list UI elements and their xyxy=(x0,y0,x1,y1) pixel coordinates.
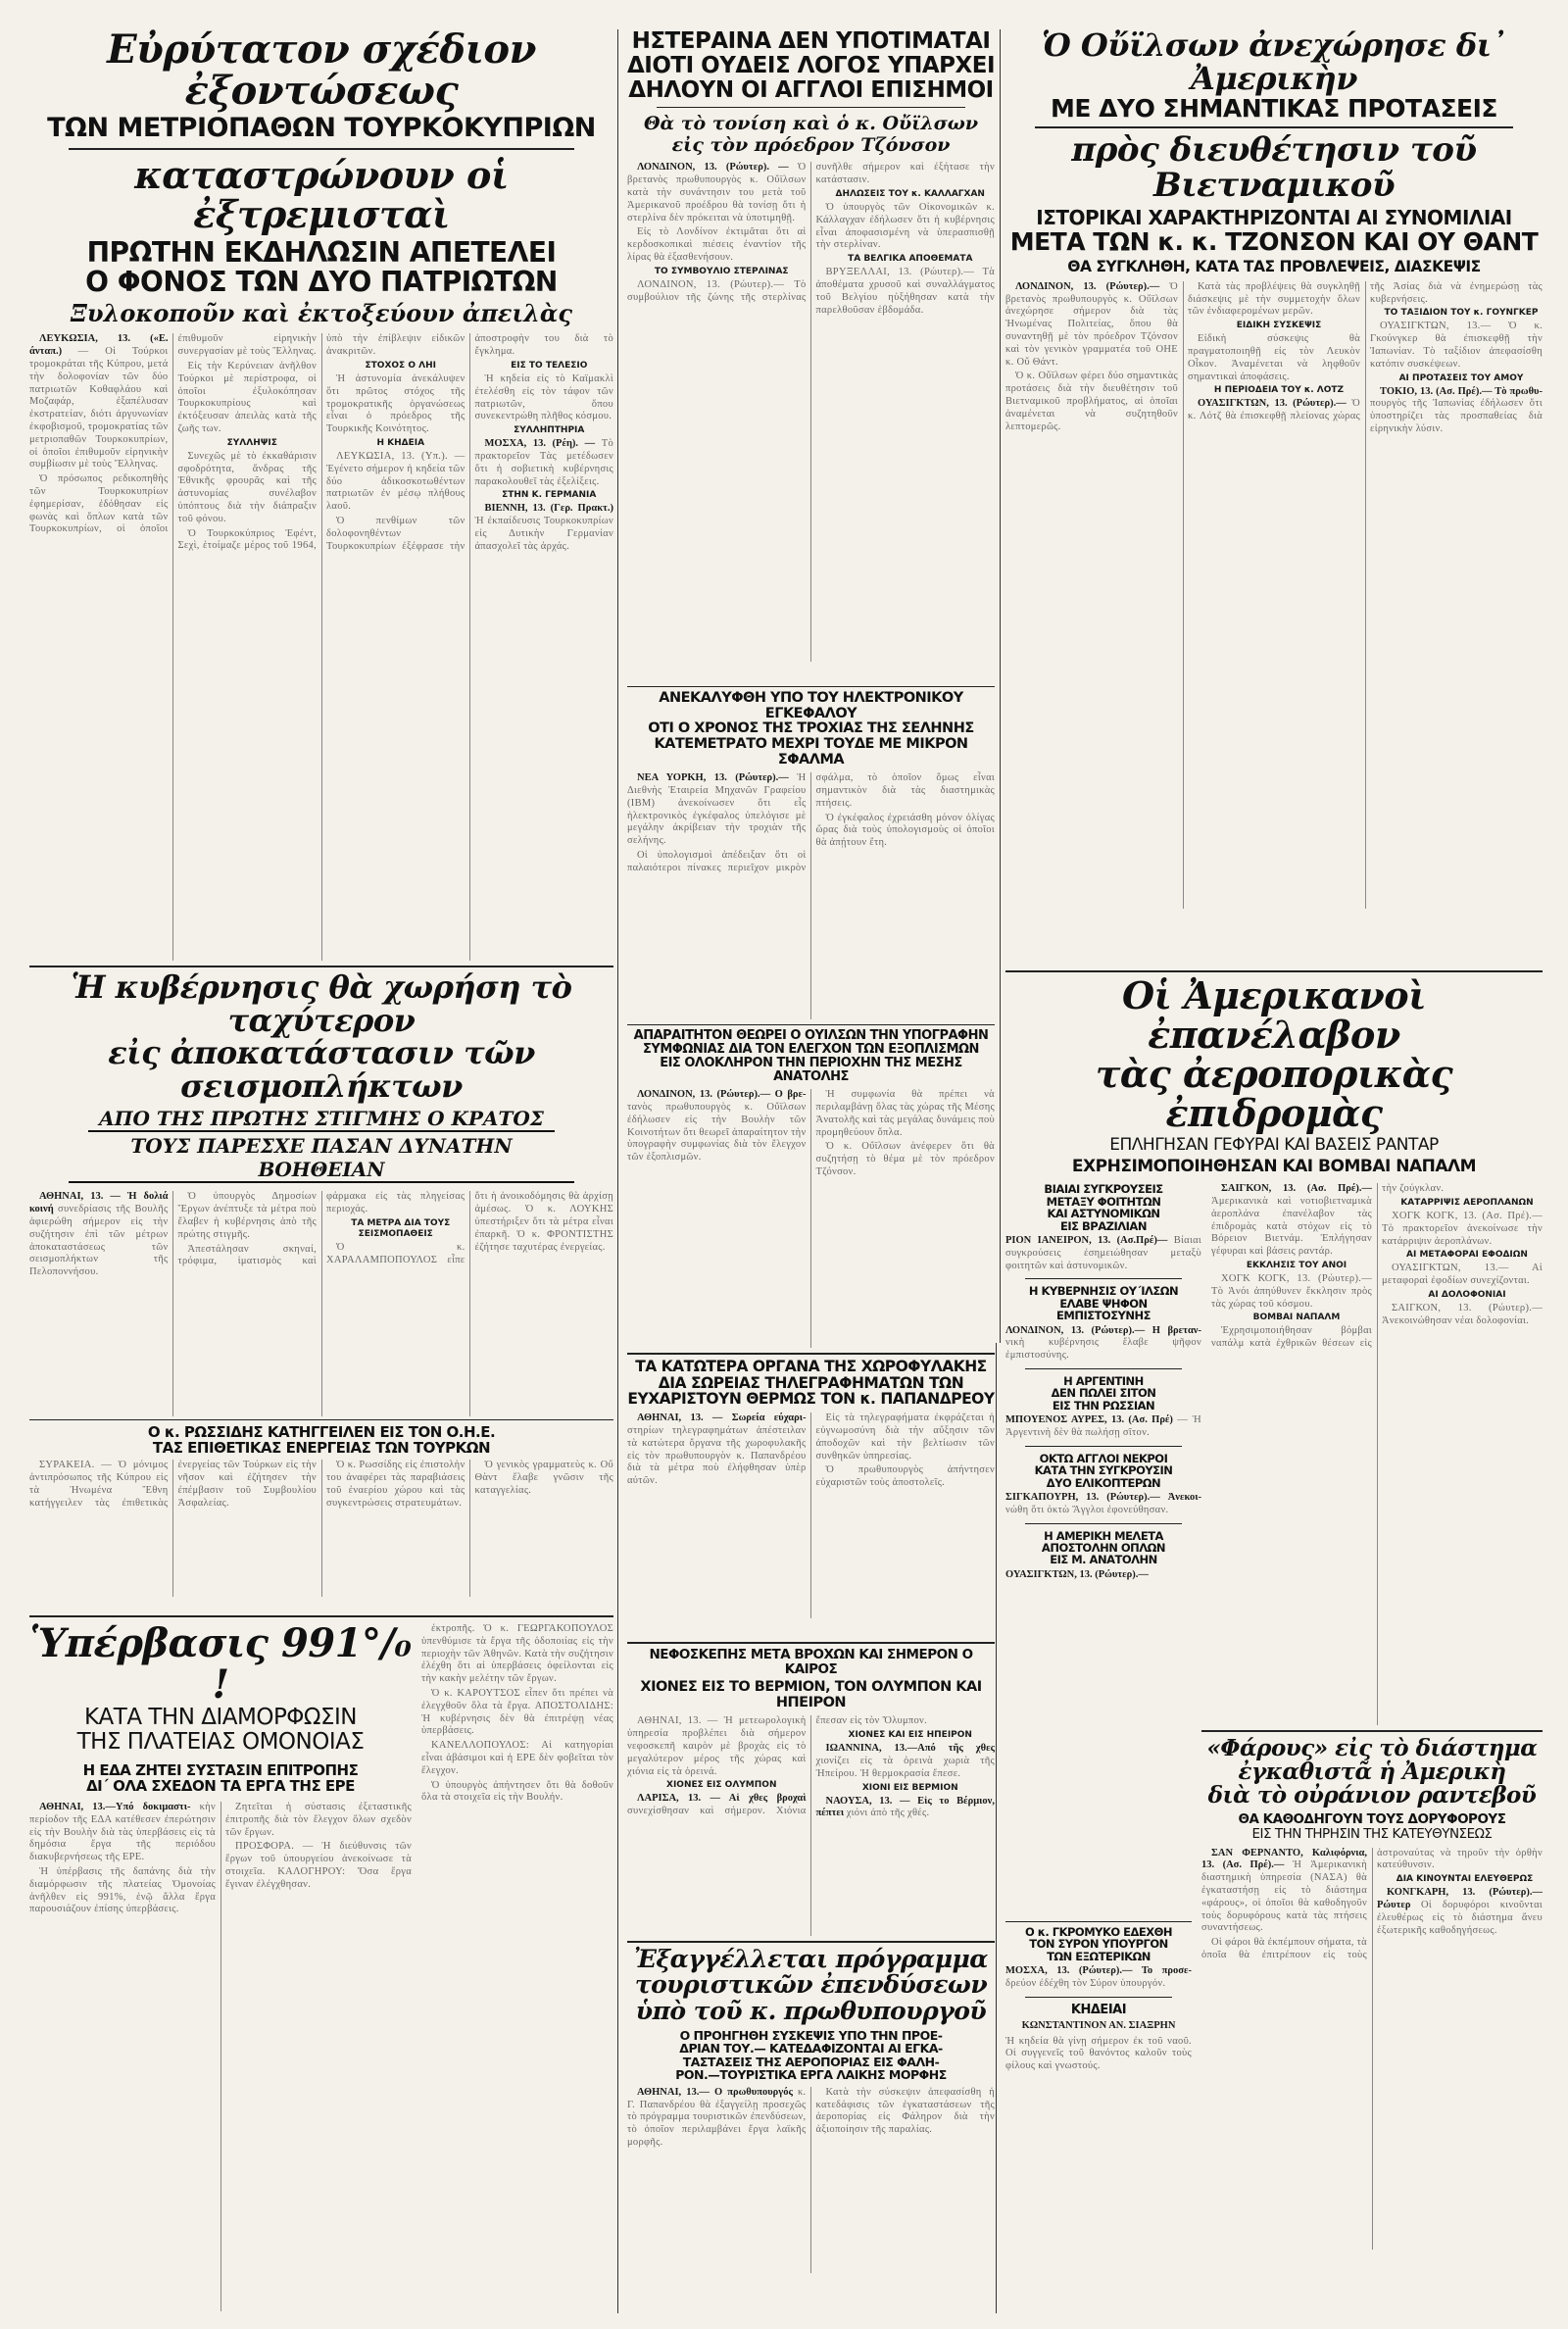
subhead-meeting: ΕΙΔΙΚΗ ΣΥΣΚΕΨΙΣ xyxy=(1236,321,1322,331)
subhead-free-move: ΔΙΑ ΚΙΝΟΥΝΤΑΙ ΕΛΕΥΘΕΡΩΣ xyxy=(1396,1874,1534,1885)
headline-america-installs: ἐγκαθιστᾶ ἡ Ἀμερικὴ xyxy=(1238,1759,1506,1786)
headline-two-proposals: ΜΕ ΔΥΟ ΣΗΜΑΝΤΙΚΑΣ ΠΡΟΤΑΣΕΙΣ xyxy=(1050,94,1497,124)
headline-johnson: εἰς τὸν πρόεδρον Τζόνσον xyxy=(671,134,951,157)
article-body: ΛΟΝΔΙΝΟΝ, 13. (Ρώυτερ). — Ὁ βρετανὸς πρωθυπουργὸς κ. Οὔϊλσων κατὰ τὴν συνάντησιν του μετὰ τοῦ Ἀμερικανοῦ προέδρου θὰ τονίσῃ ὅτι ἡ στερλίνα δὲν πρόκειται νὰ ὑποτιμηθῇ. Εἰς τὸ Λονδίνον ἐκτιμᾶται ὅτι αἱ κερδοσκοπικαὶ πιέσεις ἐναντίον τῆς λίρας θὰ ἐξασθενήσουν. ΤΟ ΣΥΜΒΟΥΛΙΟ ΣΤΕΡΛΙΝΑΣ ΛΟΝΔΙΝΟΝ, 13. (Ρώυτερ).— Τὸ συμβούλιον τῆς ζώνης τῆς στερλίνας συνῆλθε σήμερον καὶ ἐξήτασε τὴν κατάστασιν. ΔΗΛΩΣΕΙΣ ΤΟΥ κ. ΚΑΛΛΑΓΧΑΝ Ὁ ὑπουργὸς τῶν Οἰκονομικῶν κ. Κάλλαγχαν ἐδήλωσεν ὅτι ἡ κυβέρνησις εἶναι ἀποφασισμένη νὰ ὑπερασπισθῇ τὴν στερλίναν. ΤΑ ΒΕΛΓΙΚΑ ΑΠΟΘΕΜΑΤΑ ΒΡΥΞΕΛΛΑΙ, 13. (Ρώυτερ).— Τὰ ἀποθέματα χρυσοῦ καὶ συναλλάγματος τοῦ Βελγίου ηὐξήθησαν κατὰ τὴν παρελθοῦσαν ἑβδομάδα. xyxy=(627,162,995,316)
article-un-complaint xyxy=(29,1419,613,1610)
headline-agreement: ΣΥΜΦΩΝΙΑΣ ΔΙΑ ΤΟΝ ΕΛΕΓΧΟΝ ΤΩΝ ΕΞΟΠΛΙΣΜΩΝ xyxy=(643,1042,979,1058)
subhead-funeral: Η ΚΗΔΕΙΑ xyxy=(376,437,425,448)
headline-bridges: ΕΠΛΗΓΗΣΑΝ ΓΕΦΥΡΑΙ ΚΑΙ ΒΑΣΕΙΣ ΡΑΝΤΑΡ xyxy=(1109,1134,1439,1155)
headline-johnson-thant: ΜΕΤΑ ΤΩΝ κ. κ. ΤΖΟΝΣΟΝ ΚΑΙ ΟΥ ΘΑΝΤ xyxy=(1009,227,1539,257)
headline-rossides: Ο κ. ΡΩΣΣΙΔΗΣ ΚΑΤΗΓΓΕΙΛΕΝ ΕΙΣ ΤΟΝ Ο.Η.Ε. xyxy=(147,1423,496,1441)
article-body: ΑΘΗΝΑΙ, 13. — Ἡ δολιά κοινή συνεδρίασις τῆς Βουλῆς ἀφιερώθη σήμερον εἰς τὴν συζήτησιν ἐπὶ τῶν μέτρων ἀποκαταστάσεως τῶν σεισμοπλήκτων τῆς Πελοποννήσου. Ὁ ὑπουργὸς Δημοσίων Ἔργων ἀνέπτυξε τὰ μέτρα ποὺ ἔλαβεν ἡ κυβέρνησις ἀπὸ τῆς πρώτης στιγμῆς. Ἀπεστάλησαν σκηναί, τρόφιμα, ἱματισμὸς καὶ φάρμακα εἰς τὰς πληγείσας περιοχάς. ΤΑ ΜΕΤΡΑ ΔΙΑ ΤΟΥΣ ΣΕΙΣΜΟΠΑΘΕΙΣ Ὁ κ. ΧΑΡΑΛΑΜΠΟΠΟΥΛΟΣ εἶπε ὅτι ἡ ἀνοικοδόμησις θὰ ἀρχίσῃ ἀμέσως. Ὁ κ. ΛΟΥΚΗΣ ὑπεστήριξεν ὅτι τὰ μέτρα εἶναι ἐπαρκῆ. Ὁ κ. ΦΡΟΝΤΙΣΤΗΣ ἐζήτησε ταχυτέρας ἐνεργείας. xyxy=(29,1191,613,1278)
headline-gromyko-2: ΤΟΝ ΣΥΡΟΝ ΥΠΟΥΡΓΟΝ xyxy=(1029,1937,1168,1952)
article-gendarmerie xyxy=(627,1353,995,1637)
headline-orbit-time: ΟΤΙ Ο ΧΡΟΝΟΣ ΤΗΣ ΤΡΟΧΙΑΣ ΤΗΣ ΣΕΛΗΝΗΣ xyxy=(648,720,974,737)
headline-conference: ΘΑ ΣΥΓΚΛΗΘΗ, ΚΑΤΑ ΤΑΣ ΠΡΟΒΛΕΨΕΙΣ, ΔΙΑΣΚΕΨΙΣ xyxy=(1067,258,1481,276)
headline-vietnam: πρὸς διευθέτησιν τοῦ Βιετναμικοῦ xyxy=(1071,130,1477,205)
headline-small-error: ΚΑΤΕΜΕΤΡΑΤΟ ΜΕΧΡΙ ΤΟΥΔΕ ΜΕ ΜΙΚΡΟΝ ΣΦΑΛΜΑ xyxy=(654,735,968,768)
headline-gromyko-1: Ο κ. ΓΚΡΟΜΥΚΟ ΕΔΕΧΘΗ xyxy=(1024,1925,1173,1939)
dateline-buenos-aires: ΜΠΟΥΕΝΟΣ ΑΥΡΕΣ, 13. (Ασ. Πρέ) xyxy=(1005,1414,1173,1426)
article-body-continued: ἐκτροπῆς. Ὁ κ. ΓΕΩΡΓΑΚΟΠΟΥΛΟΣ ὑπενθύμισε τὰ ἔργα τῆς ὁδοποιίας εἰς τὴν περιοχὴν τῶν Ἀθηνῶν. Κατὰ τὴν συζήτησιν ἐλέχθη ὅτι αἱ ὑπερβάσεις ὀφείλονται εἰς τὴν κακὴν μελέτην τῶν ἔργων. Ὁ κ. ΚΑΡΟΥΤΣΟΣ εἶπεν ὅτι πρέπει νὰ ἐλεγχθοῦν ὅλα τὰ ἔργα. ΑΠΟΣΤΟΛΙΔΗΣ: Ἡ κυβέρνησις δὲν θὰ ἐπιτρέψῃ νέας ὑπερβάσεις. ΚΑΝΕΛΛΟΠΟΥΛΟΣ: Αἱ κατηγορίαι εἶναι ἀβάσιμοι καὶ ἡ ΕΡΕ δὲν φοβεῖται τὸν ἔλεγχον. Ὁ ὑπουργὸς ἀπήντησεν ὅτι θὰ δοθοῦν ὅλα τὰ στοιχεῖα εἰς τὴν Βουλήν. xyxy=(421,1623,613,1804)
headline-faliron: ΤΑΣΤΑΣΕΙΣ ΤΗΣ ΑΕΡΟΠΟΡΙΑΣ ΕΙΣ ΦΑΛΗ- xyxy=(682,2054,940,2069)
dateline: ΝΕΑ ΥΟΡΚΗ, 13. (Ρώυτερ).— xyxy=(637,772,789,784)
dateline-larisa: ΛΑΡΙΣΑ, 13. — Αἱ χθες βροχαὶ xyxy=(637,1793,807,1805)
headline-wilson: Ὁ Οὔϊλσων ἀνεχώρησε δι᾿ Ἀμερικὴν xyxy=(1041,29,1507,97)
dateline: ΛΟΝΔΙΝΟΝ, 13. (Ρώυτερ).— xyxy=(1015,280,1160,292)
headline-sterling: ΗΣΤΕΡΑΙΝΑ ΔΕΝ ΥΠΟΤΙΜΑΤΑΙ xyxy=(631,29,991,54)
headline-usarms-3: ΕΙΣ Μ. ΑΝΑΤΟΛΗΝ xyxy=(1050,1553,1157,1567)
headline-soldiers-3: ΔΥΟ ΕΛΙΚΟΠΤΕΡΩΝ xyxy=(1046,1475,1161,1490)
divider xyxy=(1005,970,1543,972)
headline-historic: ΙΣΤΟΡΙΚΑΙ ΧΑΡΑΚΤΗΡΙΖΟΝΤΑΙ ΑΙ ΣΥΝΟΜΙΛΙΑΙ xyxy=(1036,205,1512,229)
headline-officials: ΔΗΛΟΥΝ ΟΙ ΑΓΓΛΟΙ ΕΠΙΣΗΜΟΙ xyxy=(628,76,994,103)
headline-brazil-4: ΕΙΣ ΒΡΑΖΙΛΙΑΝ xyxy=(1060,1218,1147,1233)
divider xyxy=(1025,1446,1182,1447)
dateline-washington-2: ΟΥΑΣΙΓΚΤΩΝ, 13. (Ρώυτερ).— xyxy=(1005,1568,1149,1580)
subhead-amou: ΑΙ ΠΡΟΤΑΣΕΙΣ ΤΟΥ ΑΜΟΥ xyxy=(1398,372,1524,383)
divider xyxy=(627,1941,995,1943)
subhead-ceremony: ΕΙΣ ΤΟ ΤΕΛΕΣΙΟ xyxy=(511,361,588,371)
headline-wilson-stress: Θὰ τὸ τονίση καὶ ὁ κ. Οὔϊλσων xyxy=(643,113,979,135)
article-earthquake xyxy=(29,966,613,1416)
headline-govt-2: ΕΛΑΒΕ ΨΗΦΟΝ xyxy=(1059,1296,1148,1311)
dateline-ioannina: ΙΩΑΝΝΙΝΑ, 13.—Από τῆς χθες xyxy=(825,1743,995,1755)
article-sterling xyxy=(627,29,995,681)
article-wilson-america xyxy=(1005,29,1543,966)
dateline: ΛΕΥΚΩΣΙΑ, 13. («Ε. άνταπ.) xyxy=(29,333,169,358)
dateline-singapore: ΣΙΓΚΑΠΟΥΡΗ, 13. (Ρώυτερ).— Ἀνεκοι- xyxy=(1005,1491,1201,1503)
headline-soldiers-2: ΚΑΤΑ ΤΗΝ ΣΥΓΚΡΟΥΣΙΝ xyxy=(1034,1463,1173,1478)
headline-works: ΡΟΝ.—ΤΟΥΡΙΣΤΙΚΑ ΕΡΓΑ ΛΑΙΚΗΣ ΜΟΡΦΗΣ xyxy=(675,2067,947,2083)
dateline-washington: ΟΥΑΣΙΓΚΤΩΝ, 13. (Ρώυτερ).— xyxy=(1198,398,1347,410)
article-body: ΑΘΗΝΑΙ, 13. — Ἡ μετεωρολογικὴ ὑπηρεσία προβλέπει διὰ σήμερον νεφοσκεπῆ καιρὸν μὲ βροχὰς εἰς τὸ μεγαλύτερον μέρος τῆς χώρας καὶ χιόνια εἰς τὰ ὀρεινά. ΧΙΟΝΕΣ ΕΙΣ ΟΛΥΜΠΟΝ ΛΑΡΙΣΑ, 13. — Αἱ χθες βροχαὶ συνεχίσθησαν καὶ σήμερον. Χιόνια ἔπεσαν εἰς τὸν Ὄλυμπον. ΧΙΟΝΕΣ ΚΑΙ ΕΙΣ ΗΠΕΙΡΟΝ ΙΩΑΝΝΙΝΑ, 13.—Από τῆς χθες χιονίζει εἰς τὰ ὀρεινὰ χωριὰ τῆς Ἠπείρου. Ἡ θερμοκρασία ἔπεσε. ΧΙΟΝΙ ΕΙΣ ΒΕΡΜΙΟΝ ΝΑΟΥΣΑ, 13. — Εἰς το Βέρμιον, πέπτει χιόνι ἀπὸ τῆς χθές. xyxy=(627,1715,995,1819)
dateline: ΑΘΗΝΑΙ, 13.— Ο πρωθυπουργός xyxy=(637,2086,793,2098)
subhead-napalm: ΒΟΜΒΑΙ ΝΑΠΑΛΜ xyxy=(1252,1313,1341,1323)
divider xyxy=(29,966,613,967)
subhead-target: ΣΤΟΧΟΣ Ο ΛΗΙ xyxy=(365,361,436,371)
article-body: ΑΘΗΝΑΙ, 13.—Υπό δοκιμαστι- κὴν περίοδον τῆς ΕΔΑ κατέθεσεν ἐπερώτησιν εἰς τὴν Βουλὴν διὰ τὰς ὑπερβάσεις εἰς τὰ δημόσια ἔργα τῆς περιόδου διακυβερνήσεως τῆς ΕΡΕ. Ἡ ὑπέρβασις τῆς δαπάνης διὰ τὴν διαμόρφωσιν τῆς πλατείας Ὁμονοίας ἀνῆλθεν εἰς 991%, ἐνῷ ἄλλα ἔργα παρουσιάζουν ἐπίσης ὑπερβάσεις. Ζητεῖται ἡ σύστασις ἐξεταστικῆς ἐπιτροπῆς διὰ τὸν ἔλεγχον ὅλων σχεδὸν τῶν ἔργων. ΠΡΟΣΦΟΡΑ. — Ἡ διεύθυνσις τῶν ἔργων τοῦ ὑπουργείου ἀνεκοίνωσε τὰ στοιχεῖα. ΚΑΛΟΓΗΡΟΥ: Ὅσα ἔργα ἔγιναν ἐλέγχθησαν. xyxy=(29,1802,412,1915)
divider xyxy=(1005,1921,1192,1922)
article-turkish-cypriots xyxy=(29,29,613,961)
dateline: ΣΑΙΓΚΟΝ, 13. (Ασ. Πρέ).— xyxy=(1221,1183,1372,1195)
headline-americans: Οἱ Ἀμερικανοὶ ἐπανέλαβον xyxy=(1121,973,1427,1057)
dateline: ΑΘΗΝΑΙ, 13. — Ἡ δολιά κοινή xyxy=(29,1191,169,1215)
headline-guide: ΘΑ ΚΑΘΟΔΗΓΟΥΝ ΤΟΥΣ ΔΟΡΥΦΟΡΟΥΣ xyxy=(1238,1811,1506,1828)
subhead-callaghan: ΔΗΛΩΣΕΙΣ ΤΟΥ κ. ΚΑΛΛΑΓΧΑΝ xyxy=(835,189,985,200)
headline-no-reason: ΔΙΟΤΙ ΟΥΔΕΙΣ ΛΟΓΟΣ ΥΠΑΡΧΕΙ xyxy=(627,52,995,78)
dateline-rio: ΡΙΟΝ ΙΑΝΕΙΡΟΝ, 13. (Ασ.Πρέ)— xyxy=(1005,1234,1168,1246)
headline-soldiers-1: ΟΚΤΩ ΑΓΓΛΟΙ ΝΕΚΡΟΙ xyxy=(1039,1451,1168,1465)
headline-funerals: ΚΗΔΕΙΑΙ xyxy=(1070,2002,1127,2017)
subhead-vermion: ΧΙΟΝΙ ΕΙΣ ΒΕΡΜΙΟΝ xyxy=(861,1782,958,1793)
divider xyxy=(627,1642,995,1644)
headline-beacons: «Φάρους» εἰς τὸ διάστημα xyxy=(1206,1735,1538,1761)
divider xyxy=(29,1419,613,1420)
headline-napalm: ΕΧΡΗΣΙΜΟΠΟΙΗΘΗΣΑΝ ΚΑΙ ΒΟΜΒΑΙ ΝΑΠΑΛΜ xyxy=(1071,1156,1477,1176)
headline-brazil-3: ΚΑΙ ΑΣΤΥΝΟΜΙΚΩΝ xyxy=(1047,1207,1160,1221)
headline-usarms-2: ΑΠΟΣΤΟΛΗΝ ΟΠΛΩΝ xyxy=(1041,1540,1166,1555)
headline-argentina-3: ΕΙΣ ΤΗΝ ΡΩΣΣΙΑΝ xyxy=(1052,1398,1155,1412)
headline-gromyko-3: ΤΩΝ ΕΞΩΤΕΡΙΚΩΝ xyxy=(1047,1949,1151,1963)
divider xyxy=(627,686,995,687)
headline-help: ΤΟΥΣ ΠΑΡΕΣΧΕ ΠΑΣΑΝ ΔΥΝΑΤΗΝ ΒΟΗΘΕΙΑΝ xyxy=(69,1134,574,1183)
headline-brazil-1: ΒΙΑΙΑΙ ΣΥΓΚΡΟΥΣΕΙΣ xyxy=(1044,1182,1163,1197)
article-space-beacons xyxy=(1201,1730,1543,2313)
headline-overrun: Ὑπέρβασις 991°/₀ ! xyxy=(29,1620,412,1708)
divider xyxy=(657,107,965,108)
headline-telegrams: ΔΙΑ ΣΩΡΕΙΑΣ ΤΗΛΕΓΡΑΦΗΜΑΤΩΝ ΤΩΝ xyxy=(658,1373,964,1392)
dateline: ΑΘΗΝΑΙ, 13.—Υπό δοκιμαστι- xyxy=(39,1802,191,1813)
headline-square: ΤΗΣ ΠΛΑΤΕΙΑΣ ΟΜΟΝΟΙΑΣ xyxy=(76,1728,365,1755)
headline-demolished: ΔΡΙΑΝ ΤΟΥ.— ΚΑΤΕΔΑΦΙΖΟΝΤΑΙ ΑΙ ΕΓΚΑ- xyxy=(679,2041,943,2056)
article-body: ΣΥΡΑΚΕΙΑ. — Ὁ μόνιμος ἀντιπρόσωπος τῆς Κύπρου εἰς τὰ Ἡνωμένα Ἔθνη κατήγγειλεν τὰς ἐπιθετικὰς ἐνεργείας τῶν Τούρκων εἰς τὴν νῆσον καὶ ἐζήτησεν τὴν ἐπέμβασιν τοῦ Συμβουλίου Ἀσφαλείας. Ὁ κ. Ρωσσίδης εἰς ἐπιστολὴν του ἀναφέρει τὰς παραβιάσεις τοῦ ἐναερίου χώρου καὶ τὰς συγκεντρώσεις στρατευμάτων. Ὁ γενικὸς γραμματεὺς κ. Οὔ Θὰντ ἔλαβε γνῶσιν τῆς καταγγελίας. xyxy=(29,1460,613,1509)
headline-meeting: Ο ΠΡΟΗΓΗΘΗ ΣΥΣΚΕΨΙΣ ΥΠΟ ΤΗΝ ΠΡΟΕ- xyxy=(679,2027,943,2043)
dateline-tokyo: ΤΟΚΙΟ, 13. (Ασ. Πρέ).— Τὸ πρωθυ- xyxy=(1380,385,1543,397)
headline-main: Εὐρύτατον σχέδιον ἐξοντώσεως xyxy=(107,29,536,114)
divider xyxy=(29,1615,613,1617)
article-body: ΛΟΝΔΙΝΟΝ, 13. (Ρώυτερ).— Ὁ βρετανὸς πρωθυπουργὸς κ. Οὔϊλσων ἀνεχώρησε σήμερον διὰ τὰς Ἡνωμένας Πολιτείας, ὅπου θὰ συναντηθῇ μὲ τὸν πρόεδρον Τζόνσον καὶ τὸν γενικὸν γραμματέα τοῦ ΟΗΕ κ. Οὔ Θάντ. Ὁ κ. Οὔϊλσων φέρει δύο σημαντικὰς προτάσεις διὰ τὴν διευθέτησιν τοῦ Βιετναμικοῦ προβλήματος, αἱ ὁποῖαι ἀναμένεται νὰ συζητηθοῦν λεπτομερῶς. Κατὰ τὰς προβλέψεις θὰ συγκληθῇ διάσκεψις μὲ τὴν συμμετοχὴν ὅλων τῶν ἐνδιαφερομένων μερῶν. ΕΙΔΙΚΗ ΣΥΣΚΕΨΙΣ Εἰδικὴ σύσκεψις θὰ πραγματοποιηθῇ εἰς τὸν Λευκὸν Οἶκον. Ἀναμένεται νὰ ληφθοῦν σημαντικαὶ ἀποφάσεις. Η ΠΕΡΙΟΔΕΙΑ ΤΟΥ κ. ΛΟΤΖ ΟΥΑΣΙΓΚΤΩΝ, 13. (Ρώυτερ).— Ὁ κ. Λότζ θὰ ἐπισκεφθῇ πλείονας χώρας τῆς Ἀσίας διὰ νὰ ἐνημερώσῃ τὰς κυβερνήσεις. ΤΟ ΤΑΞΙΔΙΟΝ ΤΟΥ κ. ΓΟΥΝΓΚΕΡ ΟΥΑΣΙΓΚΤΩΝ, 13.— Ὁ κ. Γκούνγκερ θὰ ἐπισκεφθῇ τὴν Ἰαπωνίαν. Τὸ ταξίδιον ἀπεφασίσθη κατόπιν συσκέψεων. ΑΙ ΠΡΟΤΑΣΕΙΣ ΤΟΥ ΑΜΟΥ ΤΟΚΙΟ, 13. (Ασ. Πρέ).— Τὸ πρωθυ- πουργὸς τῆς Ἰαπωνίας ἐδήλωσεν ὅτι ὑποστηρίζει τὰς προσπαθείας διὰ εἰρηνικὴν λύσιν. xyxy=(1005,280,1543,434)
subhead-arrests: ΣΥΛΛΗΨΙΣ xyxy=(226,437,277,448)
headline-govt-3: ΕΜΠΙΣΤΟΣΥΝΗΣ xyxy=(1056,1309,1151,1323)
headline-direction: ΕΙΣ ΤΗΝ ΤΗΡΗΣΙΝ ΤΗΣ ΚΑΤΕΥΘΥΝΣΕΩΣ xyxy=(1251,1826,1493,1842)
subhead-shootdown: ΚΑΤΑΡΡΙΨΙΣ ΑΕΡΟΠΛΑΝΩΝ xyxy=(1400,1198,1534,1209)
dateline: ΣΑΝ ΦΕΡΝΑΝΤΟ, Καλιφόρνια, 13. (Ασ. Πρέ).— xyxy=(1201,1847,1367,1871)
headline-argentina-2: ΔΕΝ ΠΩΛΕΙ ΣΙΤΟΝ xyxy=(1051,1386,1156,1401)
divider xyxy=(1035,126,1513,128)
headline-state: ΑΠΟ ΤΗΣ ΠΡΩΤΗΣ ΣΤΙΓΜΗΣ Ο ΚΡΑΤΟΣ xyxy=(88,1107,555,1132)
subhead-epirus: ΧΙΟΝΕΣ ΚΑΙ ΕΙΣ ΗΠΕΙΡΟΝ xyxy=(848,1730,972,1741)
headline-turkish-actions: ΤΑΣ ΕΠΙΘΕΤΙΚΑΣ ΕΝΕΡΓΕΙΑΣ ΤΩΝ ΤΟΥΡΚΩΝ xyxy=(152,1439,491,1458)
dateline-2: ΚΟΝΓΚΑΡΗ, 13. (Ρώυτερ).— Ρώυτερ xyxy=(1377,1887,1543,1910)
article-body: ΝΕΑ ΥΟΡΚΗ, 13. (Ρώυτερ).— Ἡ Διεθνὴς Ἑταιρεία Μηχανῶν Γραφείου (ΙΒΜ) ἀνεκοίνωσεν ὅτι εἷς ἠλεκτρονικὸς ἐγκέφαλος ὑπελόγισε μὲ μεγάλην ἀκρίβειαν τὴν τροχιὰν τῆς σελήνης. Οἱ ὑπολογισμοὶ ἀπέδειξαν ὅτι οἱ παλαιότεροι πίνακες περιεῖχον μικρὸν σφάλμα, τὸ ὁποῖον ὅμως εἶναι σημαντικὸν διὰ τὰς διαστημικὰς πτήσεις. Ὁ ἐγκέφαλος ἐχρειάσθη μόνον ὀλίγας ὥρας διὰ τοὺς ὑπολογισμοὺς οἱ ὁποῖοι θὰ ἀπῄτουν ἔτη. xyxy=(627,772,995,873)
subhead-murders: ΑΙ ΔΟΛΟΦΟΝΙΑΙ xyxy=(1428,1290,1506,1300)
sidebar-briefs: ΒΙΑΙΑΙ ΣΥΓΚΡΟΥΣΕΙΣ ΜΕΤΑΞΥ ΦΟΙΤΗΤΩΝ ΚΑΙ ΑΣΤΥΝΟΜΙΚΩΝ ΕΙΣ ΒΡΑΖΙΛΙΑΝ ΡΙΟΝ ΙΑΝΕΙΡΟΝ, 13. (Ασ.Πρέ)— Βίαιαι συγκρούσεις ἐσημειώθησαν μεταξὺ φοιτητῶν καὶ ἀστυνομικῶν. Η ΚΥΒΕΡΝΗΣΙΣ ΟΥ΄ΙΛΣΩΝ ΕΛΑΒΕ ΨΗΦΟΝ ΕΜΠΙΣΤΟΣΥΝΗΣ ΛΟΝΔΙΝΟΝ, 13. (Ρώυτερ).— Η βρεταν- νικὴ κυβέρνησις ἔλαβε ψῆφον ἐμπιστοσύνης. Η ΑΡΓΕΝΤΙΝΗ ΔΕΝ ΠΩΛΕΙ ΣΙΤΟΝ ΕΙΣ ΤΗΝ ΡΩΣΣΙΑΝ ΜΠΟΥΕΝΟΣ ΑΥΡΕΣ, 13. (Ασ. Πρέ) — Ἡ Ἀργεντινὴ δὲν θὰ πωλήσῃ σῖτον. ΟΚΤΩ ΑΓΓΛΟΙ ΝΕΚΡΟΙ ΚΑΤΑ ΤΗΝ ΣΥΓΚΡΟΥΣΙΝ ΔΥΟ ΕΛΙΚΟΠΤΕΡΩΝ ΣΙΓΚΑΠΟΥΡΗ, 13. (Ρώυτερ).— Ἀνεκοι- νώθη ὅτι ὀκτὼ Ἄγγλοι ἐφονεύθησαν. Η ΑΜΕΡΙΚΗ ΜΕΛΕΤΑ ΑΠΟΣΤΟΛΗΝ ΟΠΛΩΝ ΕΙΣ Μ. ΑΝΑΤΟΛΗΝ ΟΥΑΣΙΓΚΤΩΝ, 13. (Ρώυτερ).— xyxy=(1005,1182,1201,1580)
headline-argentina-1: Η ΑΡΓΕΝΤΙΝΗ xyxy=(1063,1373,1144,1388)
headline-extremists: καταστρώνουν οἱ ἐξτρεμισταὶ xyxy=(134,153,509,237)
divider xyxy=(1201,1730,1543,1732)
column-rule-right-lower xyxy=(996,1343,997,2313)
deceased-name: ΚΩΝΣΤΑΝΤΙΝΟΝ ΑΝ. ΣΙΑΞΡΗΝ xyxy=(1021,2019,1176,2031)
headline-program: Ἐξαγγέλλεται πρόγραμμα xyxy=(633,1945,989,1973)
headline-signature: ΑΠΑΡΑΙΤΗΤΟΝ ΘΕΩΡΕΙ Ο ΟΥΙΛΣΩΝ ΤΗΝ ΥΠΟΓΡΑΦΗΝ xyxy=(633,1028,989,1043)
article-moon-orbit xyxy=(627,686,995,1019)
subhead-measures: ΤΑ ΜΕΤΡΑ ΔΙΑ ΤΟΥΣ ΣΕΙΣΜΟΠΑΘΕΙΣ xyxy=(351,1217,451,1239)
headline-govt-1: Η ΚΥΒΕΡΝΗΣΙΣ ΟΥ΄ΙΛΣΩΝ xyxy=(1028,1284,1179,1299)
headline-papandreou: ΕΥΧΑΡΙΣΤΟΥΝ ΘΕΡΜΩΣ ΤΟΝ κ. ΠΑΠΑΝΔΡΕΟΥ xyxy=(627,1390,995,1409)
subhead-germany: ΣΤΗΝ Κ. ΓΕΡΜΑΝΙΑ xyxy=(502,490,597,501)
headline-first-act: ΠΡΩΤΗΝ ΕΚΔΗΛΩΣΙΝ ΑΠΕΤΕΛΕΙ xyxy=(86,235,557,269)
headline-formation: ΚΑΤΑ ΤΗΝ ΔΙΑΜΟΡΦΩΣΙΝ xyxy=(83,1705,358,1730)
headline-clouds: ΝΕΦΟΣΚΕΠΗΣ ΜΕΤΑ ΒΡΟΧΩΝ ΚΑΙ ΣΗΜΕΡΟΝ Ο ΚΑΙΡΟΣ xyxy=(649,1647,973,1677)
headline-restoration: εἰς ἀποκατάστασιν τῶν σεισμοπλήκτων xyxy=(108,1034,535,1105)
subhead-olympus: ΧΙΟΝΕΣ ΕΙΣ ΟΛΥΜΠΟΝ xyxy=(666,1780,777,1791)
dateline-moscow: ΜΟΣΧΑ, 13. (Ρέη). — xyxy=(484,438,596,450)
article-body: ΑΘΗΝΑΙ, 13.— Ο πρωθυπουργός κ. Γ. Παπανδρέου θὰ ἐξαγγείλῃ προσεχῶς τὸ πρόγραμμα τουριστικῶν ἐπενδύσεων, τὸ ὁποῖον περιλαμβάνει ἔργα λαϊκῆς μορφῆς. Κατὰ τὴν σύσκεψιν ἀπεφασίσθη ἡ κατεδάφισις τῶν ἐγκαταστάσεων τῆς ἀεροπορίας εἰς Φάληρον διὰ τὴν ἀξιοποίησιν τῆς παραλίας. xyxy=(627,2086,995,2148)
headline-snow: ΧΙΟΝΕΣ ΕΙΣ ΤΟ ΒΕΡΜΙΟΝ, ΤΟΝ ΟΛΥΜΠΟΝ ΚΑΙ ΗΠΕΙΡΟΝ xyxy=(640,1679,982,1710)
headline-investments: τουριστικῶν ἐπενδύσεων xyxy=(634,1970,988,2000)
subhead-belgian: ΤΑ ΒΕΛΓΙΚΑ ΑΠΟΘΕΜΑΤΑ xyxy=(848,254,973,265)
headline-sub: ΤΩΝ ΜΕΤΡΙΟΠΑΘΩΝ ΤΟΥΡΚΟΚΥΠΡΙΩΝ xyxy=(47,113,596,143)
dateline-vienna: ΒΙΕΝΝΗ, 13. (Γερ. Πρακτ.) xyxy=(484,503,613,515)
divider xyxy=(627,1024,995,1025)
headline-raids: τὰς ἀεροπορικὰς ἐπιδρομὰς xyxy=(1095,1051,1453,1135)
subhead-hanoi-appeal: ΕΚΚΛΗΣΙΣ ΤΟΥ ΑΝΟΙ xyxy=(1246,1261,1348,1271)
headline-brazil-2: ΜΕΤΑΞΥ ΦΟΙΤΗΤΩΝ xyxy=(1046,1194,1161,1209)
headline-usarms-1: Η ΑΜΕΡΙΚΗ ΜΕΛΕΤΑ xyxy=(1044,1528,1163,1543)
headline-gendarmerie: ΤΑ ΚΑΤΩΤΕΡΑ ΟΡΓΑΝΑ ΤΗΣ ΧΩΡΟΦΥΛΑΚΗΣ xyxy=(635,1358,987,1375)
article-body: ΣΑΙΓΚΟΝ, 13. (Ασ. Πρέ).— Ἀμερικανικὰ καὶ νοτιοβιετναμικὰ ἀεροπλάνα ἐπανέλαβον τὰς ἐπιδρομὰς κατὰ στόχων εἰς τὸ Βόρειον Βιετνάμ. Ἐπλήγησαν γέφυραι καὶ βάσεις ραντάρ. ΕΚΚΛΗΣΙΣ ΤΟΥ ΑΝΟΙ ΧΟΓΚ ΚΟΓΚ, 13. (Ρώυτερ).— Τὸ Ἀνόι ἀπηύθυνεν ἔκκλησιν πρὸς τὰς χώρας τοῦ κόσμου. ΒΟΜΒΑΙ ΝΑΠΑΛΜ Ἐχρησιμοποιήθησαν βόμβαι ναπάλμ κατὰ ἐχθρικῶν θέσεων εἰς τὴν ζούγκλαν. ΚΑΤΑΡΡΙΨΙΣ ΑΕΡΟΠΛΑΝΩΝ ΧΟΓΚ ΚΟΓΚ, 13. (Ασ. Πρέ).— Τὸ πρακτορεῖον ἀνεκοίνωσε τὴν κατάρριψιν ἀεροπλάνων. ΑΙ ΜΕΤΑΦΟΡΑΙ ΕΦΟΔΙΩΝ ΟΥΑΣΙΓΚΤΩΝ, 13.— Αἱ μεταφοραὶ ἐφοδίων συνεχίζονται. ΑΙ ΔΟΛΟΦΟΝΙΑΙ ΣΑΙΓΚΟΝ, 13. (Ρώυτερ).— Ἀνεκοινώθησαν νέαι δολοφονίαι. xyxy=(1211,1183,1543,1350)
dateline: ΑΘΗΝΑΙ, 13. — Σωρεία εύχαρι- xyxy=(637,1412,807,1424)
column-rule-left xyxy=(617,29,618,2313)
dateline-naousa: ΝΑΟΥΣΑ, 13. — Εἰς το Βέρμιον, πέπτει xyxy=(815,1795,995,1819)
divider xyxy=(627,1353,995,1355)
headline-murder: Ο ΦΟΝΟΣ ΤΩΝ ΔΥΟ ΠΑΤΡΙΩΤΩΝ xyxy=(85,266,558,299)
article-air-raids xyxy=(1005,970,1543,1725)
headline-government: Ἡ κυβέρνησις θὰ χωρήση τὸ ταχύτερον xyxy=(71,968,572,1039)
article-omonia xyxy=(29,1615,613,2313)
subhead-supplies: ΑΙ ΜΕΤΑΦΟΡΑΙ ΕΦΟΔΙΩΝ xyxy=(1406,1250,1528,1261)
headline-pm: ὑπὸ τοῦ κ. πρωθυπουργοῦ xyxy=(635,1996,987,2025)
article-body: ΣΑΝ ΦΕΡΝΑΝΤΟ, Καλιφόρνια, 13. (Ασ. Πρέ).— Ἡ Ἀμερικανικὴ διαστημικὴ ὑπηρεσία (ΝΑΣΑ) θὰ ἐγκαταστήσῃ εἰς τὸ διάστημα «φάρους», οἱ ὁποῖοι θὰ καθοδηγοῦν τοὺς δορυφόρους κατὰ τὰς πτήσεις συναντήσεως. Οἱ φάροι θὰ ἐκπέμπουν σήματα, τὰ ὁποῖα θὰ ἐπιτρέπουν εἰς τοὺς ἀστροναύτας νὰ τηροῦν τὴν ὀρθὴν κατεύθυνσιν. ΔΙΑ ΚΙΝΟΥΝΤΑΙ ΕΛΕΥΘΕΡΩΣ ΚΟΝΓΚΑΡΗ, 13. (Ρώυτερ).— Ρώυτερ Οἱ δορυφόροι κινοῦνται ἐλευθέρως εἰς τὸ διάστημα ἄνευ ἐξωτερικῆς καθοδηγήσεως. xyxy=(1201,1847,1543,1960)
divider xyxy=(1025,1997,1172,1998)
dateline-moscow: ΜΟΣΧΑ, 13. (Ρώυτερ).— Το προσε- xyxy=(1005,1965,1192,1977)
headline-computer: ΑΝΕΚΑΛΥΦΘΗ ΥΠΟ ΤΟΥ ΗΛΕΚΤΡΟΝΙΚΟΥ ΕΓΚΕΦΑΛΟΥ xyxy=(659,690,963,721)
article-tourism xyxy=(627,1941,995,2313)
headline-ere-works: ΔΙ΄ ΟΛΑ ΣΧΕΔΟΝ ΤΑ ΕΡΓΑ ΤΗΣ ΕΡΕ xyxy=(86,1776,355,1795)
article-body: ΛΟΝΔΙΝΟΝ, 13. (Ρώυτερ).— Ο βρε- τανὸς πρωθυπουργὸς κ. Οὔϊλσων ἐδήλωσεν εἰς τὴν Βουλὴν τῶν Κοινοτήτων ὅτι θεωρεῖ ἀπαραίτητον τὴν ὑπογραφὴν συμφωνίας διὰ τὸν ἔλεγχον τῶν ἐξοπλισμῶν. Ἡ συμφωνία θὰ πρέπει νὰ περιλαμβάνῃ ὅλας τὰς χώρας τῆς Μέσης Ἀνατολῆς καὶ τὰς μεγάλας δυνάμεις ποὺ προμηθεύουν ὅπλα. Ὁ κ. Οὔϊλσων ἀνέφερεν ὅτι θὰ συζητήσῃ τὸ θέμα μὲ τὸν πρόεδρον Τζόνσον. xyxy=(627,1089,995,1177)
subhead-gunker: ΤΟ ΤΑΞΙΔΙΟΝ ΤΟΥ κ. ΓΟΥΝΓΚΕΡ xyxy=(1384,308,1539,319)
divider xyxy=(1025,1368,1182,1369)
article-weather xyxy=(627,1642,995,1936)
article-gromyko-funeral: Ο κ. ΓΚΡΟΜΥΚΟ ΕΔΕΧΘΗ ΤΟΝ ΣΥΡΟΝ ΥΠΟΥΡΓΟΝ ΤΩΝ ΕΞΩΤΕΡΙΚΩΝ ΜΟΣΧΑ, 13. (Ρώυτερ).— Το προσε- δρεύον ἐδέχθη τὸν Σύρον ὑπουργόν. ΚΗΔΕΙΑΙ ΚΩΝΣΤΑΝΤΙΝΟΝ ΑΝ. ΣΙΑΞΡΗΝ Ἡ κηδεία θὰ γίνῃ σήμερον ἐκ τοῦ ναοῦ. Οἱ συγγενεῖς τοῦ θανόντος καλοῦν τοὺς φίλους καὶ γνωστούς. xyxy=(1005,1921,1192,2313)
divider xyxy=(1025,1278,1182,1279)
headline-middle-east: ΕΙΣ ΟΛΟΚΛΗΡΟΝ ΤΗΝ ΠΕΡΙΟΧΗΝ ΤΗΣ ΜΕΣΗΣ ΑΝΑΤΟΛΗΣ xyxy=(660,1056,962,1085)
headline-eda: Η ΕΔΑ ΖΗΤΕΙ ΣΥΣΤΑΣΙΝ ΕΠΙΤΡΟΠΗΣ xyxy=(82,1760,359,1779)
subhead-arrest-order: ΣΥΛΛΗΠΤΗΡΙΑ xyxy=(514,425,585,436)
subhead-lodge: Η ΠΕΡΙΟΔΕΙΑ ΤΟΥ κ. ΛΟΤΖ xyxy=(1213,385,1345,396)
article-body: ΛΕΥΚΩΣΙΑ, 13. («Ε. άνταπ.) — Οἱ Τούρκοι τρομοκράται τῆς Κύπρου, μετά τὴν δολοφονίαν τῶν δύο πατριωτῶν Κοθαφλάου καὶ Μοζαφάρ, ἐξαπέλυσαν ἐκστρατείαν, διότι ἀργυνωνίαν ἐκφοβισμοῦ, τρομοκρατίας τῶν μετριοπαθῶν Τουρκοκυπρίων, οἱ ὁποῖοι ἐπιθυμοῦν εἰρηνικὴν συμβίωσιν μὲ τοὺς Ἕλληνας. Ὁ πρόσωπος ρεδικοπηθὴς τῶν Τουρκοκυπρίων ἐφημερίσαν, ἐδόθησαν εἰς φωνὰς καὶ ὅπλων κατὰ τῶν Τουρκοκυπρίων, οἱ ὁποῖοι ἐπιθυμοῦν εἰρηνικὴν συνεργασίαν μὲ τοὺς Ἕλληνας. Εἰς τὴν Κερύνειαν ἀνῆλθον Τούρκοι μὲ περίστροφα, οἱ ὁποῖοι ἐξυλοκόπησαν Τουρκοκυπρίους καὶ ἐκτόξευσαν ἀπειλὰς κατὰ τῆς ζωῆς των. ΣΥΛΛΗΨΙΣ Συνεχῶς μὲ τὸ ἐκκαθάρισιν σφοδρότητα, ἄνδρας τῆς Ἐθνικῆς φρουρᾶς καὶ τῆς ἀστυνομίας συνέλαβον ὑπόπτους διὰ τὴν διάπραξιν τοῦ φόνου. Ὁ Τουρκοκύπριος Ἐφέντ, Σεχὶ, ἑτοίμαζε μέρος τοῦ 1964, ὑπὸ τὴν ἐπίβλεψιν εἰδικῶν ἀνακριτῶν. ΣΤΟΧΟΣ Ο ΛΗΙ Ἡ ἀστυνομία ἀνεκάλυψεν ὅτι πρῶτος στόχος τῆς τρομοκρατικῆς ὀργανώσεως εἶναι ὁ πρόεδρος τῆς Τουρκικῆς Κοινότητος. Η ΚΗΔΕΙΑ ΛΕΥΚΩΣΙΑ, 13. (Υπ.). — Ἐγένετο σήμερον ἡ κηδεία τῶν δύο ἀδικοσκοτωθέντων πατριωτῶν ἐν μέσῳ πλήθους λαοῦ. Ὁ πενθίμων τῶν δολοφονηθέντων Τουρκοκυπρίων ἐξέφρασε τὴν ἀποστροφὴν του διὰ τὸ ἔγκλημα. ΕΙΣ ΤΟ ΤΕΛΕΣΙΟ Ἡ κηδεία εἰς τὸ Καϊμακλὶ ἐτελέσθη εἰς τὸν τάφον τῶν πατριωτῶν, ὅπου συνεκεντρώθη πλῆθος κόσμου. ΣΥΛΛΗΠΤΗΡΙΑ ΜΟΣΧΑ, 13. (Ρέη). — Τὸ πρακτορεῖον Τὰς μετέδωσεν ὅτι ἡ σοβιετικὴ κυβέρνησις παρακολουθεῖ τὰς ἐξελίξεις. ΣΤΗΝ Κ. ΓΕΡΜΑΝΙΑ ΒΙΕΝΝΗ, 13. (Γερ. Πρακτ.) Ἡ ἐκπαίδευσις Τουρκοκυπρίων εἰς Δυτικὴν Γερμανίαν ἀπασχολεῖ τὰς ἀρχάς. xyxy=(29,333,613,552)
article-body: ΑΘΗΝΑΙ, 13. — Σωρεία εύχαρι- στηρίων τηλεγραφημάτων ἀπέστειλαν τὰ κατώτερα ὄργανα τῆς χωροφυλακῆς εἰς τὸν πρωθυπουργὸν κ. Παπανδρέου διὰ τὰ μέτρα ποὺ ἐλήφθησαν ὑπὲρ αὐτῶν. Εἰς τὰ τηλεγραφήματα ἐκφράζεται ἡ εὐγνωμοσύνη διὰ τὴν αὔξησιν τῶν ἀποδοχῶν καὶ τὴν βελτίωσιν τῶν συνθηκῶν ὑπηρεσίας. Ὁ πρωθυπουργὸς ἀπήντησεν εὐχαριστῶν τοὺς ἀποστολεῖς. xyxy=(627,1412,995,1489)
dateline-london: ΛΟΝΔΙΝΟΝ, 13. (Ρώυτερ).— Η βρεταν- xyxy=(1005,1324,1201,1336)
dateline: ΛΟΝΔΙΝΟΝ, 13. (Ρώυτερ). — xyxy=(637,162,789,173)
column-rule-right xyxy=(1000,29,1001,1343)
headline-threats: Ξυλοκοποῦν καὶ ἐκτοξεύουν ἀπειλὰς xyxy=(70,299,573,328)
article-arms-control xyxy=(627,1024,995,1348)
divider xyxy=(1025,1523,1182,1524)
dateline: ΛΟΝΔΙΝΟΝ, 13. (Ρώυτερ).— Ο βρε- xyxy=(637,1089,807,1101)
headline-rendezvous: διὰ τὸ οὐράνιον ραντεβοῦ xyxy=(1207,1782,1537,1809)
divider xyxy=(69,148,574,150)
subhead-council: ΤΟ ΣΥΜΒΟΥΛΙΟ ΣΤΕΡΛΙΝΑΣ xyxy=(654,266,789,276)
